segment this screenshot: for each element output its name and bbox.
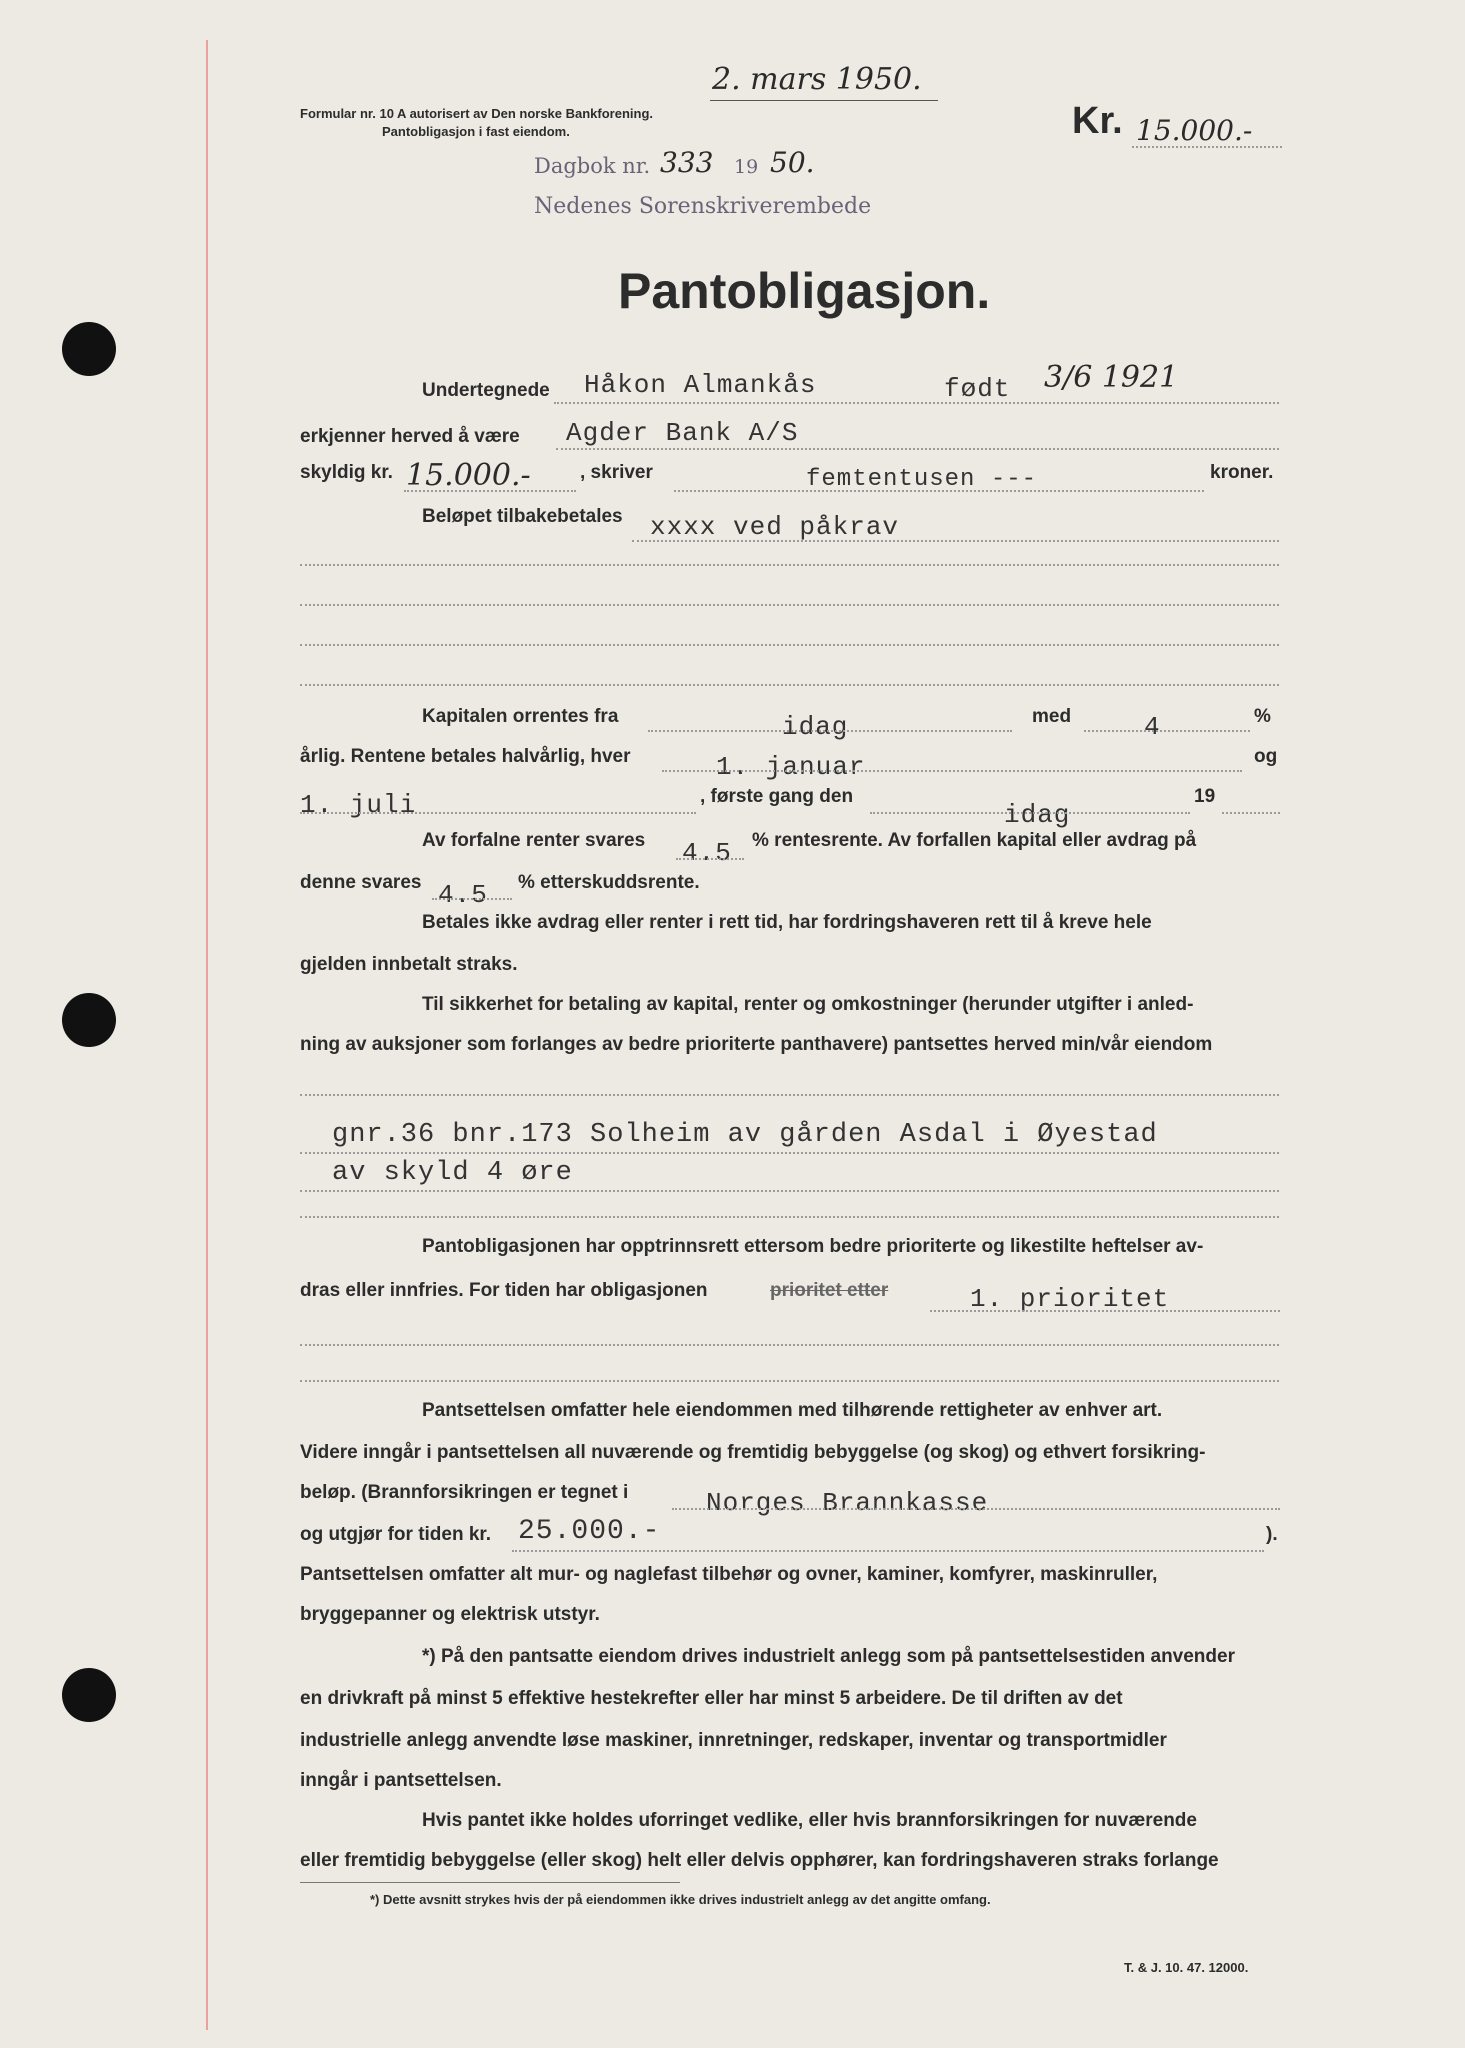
coverage-l9: industrielle anlegg anvendte løse maskiner, innretninger, redskaper, inventar og transportmidler [300, 1730, 1167, 1751]
interest-l1-b: med [1032, 706, 1072, 727]
dotted-line [556, 448, 1279, 450]
dotted-line [432, 898, 512, 900]
date-underline [710, 100, 938, 101]
priority-struck: prioritet etter [770, 1280, 889, 1301]
footnote-rule [300, 1882, 680, 1883]
coverage-l8: en drivkraft på minst 5 effektive hestekrefter eller har minst 5 arbeidere. De til driften av det [300, 1688, 1123, 1709]
kroner-label: kroner. [1210, 462, 1274, 483]
dagbok-number: 333 [660, 146, 714, 179]
dotted-line [870, 812, 1190, 814]
dotted-line [404, 490, 576, 492]
kr-amount: 15.000.- [1136, 114, 1253, 147]
dotted-line [300, 604, 1279, 606]
coverage-l12: eller fremtidig bebyggelse (eller skog) helt eller delvis opphører, kan fordringshaveren straks forlange [300, 1850, 1219, 1871]
interest-l3-value: 1. juli [300, 790, 417, 820]
dotted-line [662, 770, 1242, 772]
interest-l4-value: 4.5 [682, 838, 732, 868]
printer-mark: T. & J. 10. 47. 12000. [1124, 1960, 1249, 1975]
property-line-2: av skyld 4 øre [332, 1158, 573, 1188]
dotted-line [512, 1550, 1264, 1552]
interest-l4-b: % rentesrente. Av forfallen kapital eller avdrag på [752, 830, 1197, 851]
dotted-line [300, 1152, 1279, 1154]
interest-l5-b: % etterskuddsrente. [518, 872, 700, 893]
dotted-line [300, 1094, 1279, 1096]
dotted-line [674, 490, 1204, 492]
dotted-line [1222, 812, 1280, 814]
interest-l3-a: , første gang den [700, 786, 854, 807]
priority-value: 1. prioritet [970, 1284, 1170, 1314]
dotted-line [632, 540, 1279, 542]
coverage-l4-a: og utgjør for tiden kr. [300, 1524, 492, 1545]
dotted-line [930, 1310, 1280, 1312]
dotted-line [300, 564, 1279, 566]
interest-l2-b: og [1254, 746, 1278, 767]
punch-hole [62, 993, 116, 1047]
skyldig-value: 15.000.- [406, 458, 531, 493]
dotted-line [554, 402, 1279, 404]
dotted-line [676, 858, 744, 860]
dotted-line [300, 644, 1279, 646]
interest-l1-a: Kapitalen orrentes fra [422, 706, 619, 727]
dotted-line [300, 1216, 1279, 1218]
formular-line-2: Pantobligasjon i fast eiendom. [382, 124, 570, 139]
coverage-l5: Pantsettelsen omfatter alt mur- og naglefast tilbehør og ovner, kaminer, komfyrer, maskinruller, [300, 1564, 1158, 1585]
interest-l8: Til sikkerhet for betaling av kapital, renter og omkostninger (herunder utgifter i anled- [422, 994, 1194, 1015]
fodt-label: født [944, 374, 1011, 404]
undertegnede-value: Håkon Almankås [584, 370, 817, 400]
interest-l3-value2: idag [1004, 800, 1071, 830]
margin-line [206, 40, 208, 2030]
dagbok-19: 19 [734, 156, 759, 178]
coverage-l1: Pantsettelsen omfatter hele eiendommen med tilhørende rettigheter av enhver art. [422, 1400, 1163, 1421]
erkjenner-label: erkjenner herved å være [300, 426, 520, 447]
coverage-l11: Hvis pantet ikke holdes uforringet vedlike, eller hvis brannforsikringen for nuværende [422, 1810, 1197, 1831]
coverage-l4-value: 25.000.- [518, 1516, 661, 1547]
dotted-line [648, 730, 1012, 732]
handwritten-date: 2. mars 1950. [712, 62, 922, 97]
property-line-1: gnr.36 bnr.173 Solheim av gården Asdal i Øyestad [332, 1120, 1158, 1150]
coverage-l7: *) På den pantsatte eiendom drives industrielt anlegg som på pantsettelsestiden anvender [422, 1646, 1235, 1667]
interest-l2-a: årlig. Rentene betales halvårlig, hver [300, 746, 631, 767]
coverage-l2: Videre inngår i pantsettelsen all nuværende og fremtidig bebyggelse (og skog) og ethvert forsikring- [300, 1442, 1206, 1463]
interest-l1-value: idag [782, 712, 849, 742]
dotted-line [672, 1508, 1280, 1510]
kr-dotted-line [1132, 146, 1282, 148]
dotted-line [1084, 730, 1250, 732]
coverage-l10: inngår i pantsettelsen. [300, 1770, 502, 1791]
belopet-value: xxxx ved påkrav [650, 512, 900, 542]
erkjenner-value: Agder Bank A/S [566, 418, 799, 448]
interest-l9: ning av auksjoner som forlanges av bedre prioriterte panthavere) pantsettes herved min/vår eiendom [300, 1034, 1213, 1055]
skriver-value: femtentusen --- [806, 466, 1038, 493]
priority-l2-a: dras eller innfries. For tiden har obligasjonen [300, 1280, 708, 1301]
footnote: *) Dette avsnitt strykes hvis der på eiendommen ikke drives industrielt anlegg av det angitte omfang. [370, 1892, 991, 1907]
dotted-line [300, 1190, 1279, 1192]
belopet-label: Beløpet tilbakebetales [422, 506, 623, 527]
dagbok-label: Dagbok nr. [534, 154, 651, 178]
interest-l3-b: 19 [1194, 786, 1216, 807]
coverage-l3-a: beløp. (Brannforsikringen er tegnet i [300, 1482, 629, 1503]
coverage-l4-b: ). [1266, 1524, 1278, 1545]
formular-line-1: Formular nr. 10 A autorisert av Den norske Bankforening. [300, 106, 654, 121]
kr-label: Kr. [1072, 100, 1123, 142]
punch-hole [62, 322, 116, 376]
priority-l1: Pantobligasjonen har opptrinnsrett ettersom bedre prioriterte og likestilte heftelser av- [422, 1236, 1204, 1257]
dotted-line [300, 1344, 1279, 1346]
skyldig-label: skyldig kr. [300, 462, 393, 483]
page-title: Pantobligasjon. [618, 263, 991, 319]
fodt-value: 3/6 1921 [1044, 360, 1179, 395]
interest-l6: Betales ikke avdrag eller renter i rett tid, har fordringshaveren rett til å kreve hele [422, 912, 1152, 933]
interest-l1-c: % [1254, 706, 1271, 727]
interest-l5-a: denne svares [300, 872, 422, 893]
interest-l1-rate: 4 [1144, 712, 1161, 742]
dagbok-year: 50. [770, 146, 815, 179]
dotted-line [300, 1380, 1279, 1382]
dotted-line [300, 684, 1279, 686]
undertegnede-label: Undertegnede [422, 380, 550, 401]
skriver-label: , skriver [580, 462, 653, 483]
coverage-l6: bryggepanner og elektrisk utstyr. [300, 1604, 600, 1625]
interest-l4-a: Av forfalne renter svares [422, 830, 646, 851]
interest-l5-value: 4.5 [438, 880, 488, 910]
dotted-line [300, 812, 696, 814]
coverage-l3-value: Norges Brannkasse [706, 1488, 989, 1518]
punch-hole [62, 1668, 116, 1722]
interest-l2-value: 1. januar [716, 752, 866, 782]
office-stamp: Nedenes Sorenskriverembede [534, 194, 872, 219]
interest-l7: gjelden innbetalt straks. [300, 954, 518, 975]
